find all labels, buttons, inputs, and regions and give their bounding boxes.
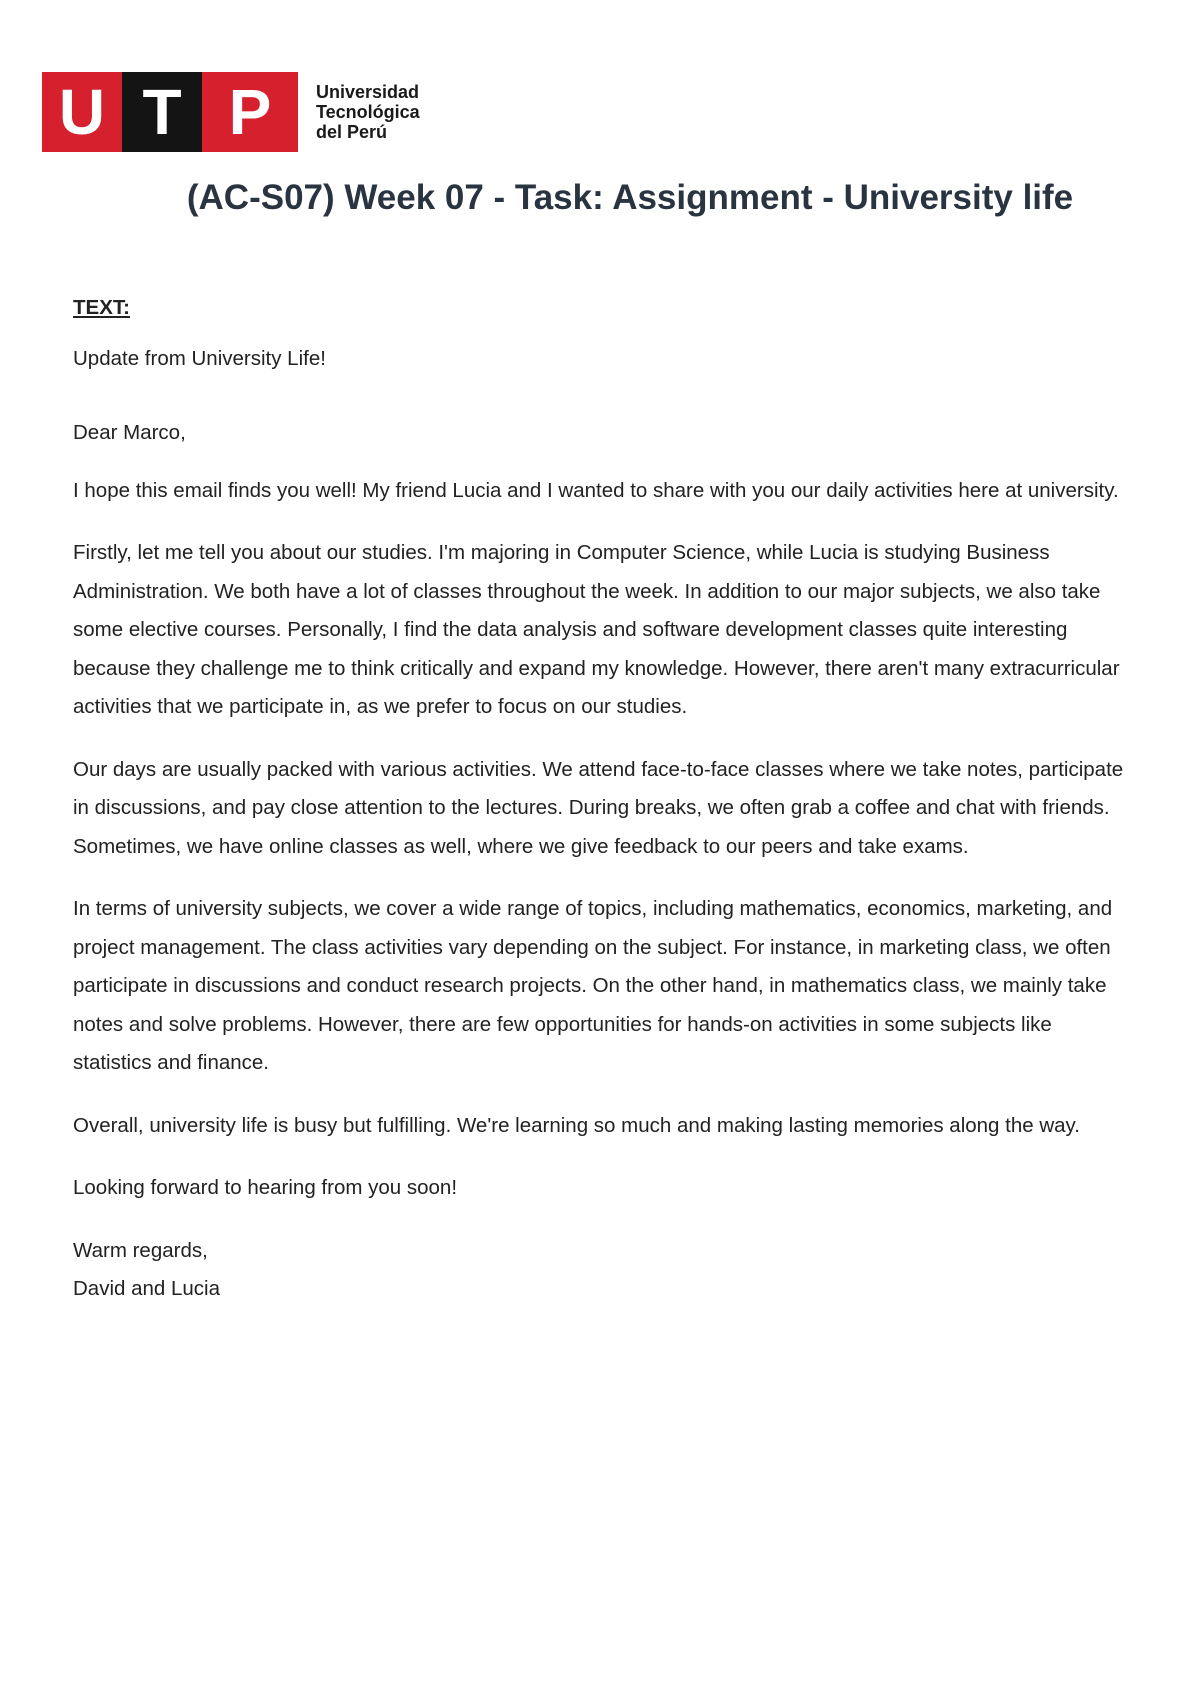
- email-paragraph: I hope this email finds you well! My friend Lucia and I wanted to share with you our daily activities here at university.: [73, 478, 1119, 502]
- email-paragraph: In terms of university subjects, we cover a wide range of topics, including mathematics, economics, marketing, and project management. The class activities vary depending on the subject. For instance, in marketing class, we often participate in discussions and conduct research projects. On the other hand, in mathematics class, we mainly take notes and solve problems. However, there are few opportunities for hands-on activities in some subjects like statistics and finance.: [73, 897, 1113, 1074]
- logo-letter-p: P: [202, 72, 298, 152]
- email-salutation: Dear Marco,: [73, 421, 186, 444]
- email-paragraph: Our days are usually packed with various activities. We attend face-to-face classes where we take notes, participate in discussions, and pay close attention to the lectures. During breaks, we often grab a coffee and chat with friends. Sometimes, we have online classes as well, where we give feedback to our peers and take exams.: [73, 757, 1124, 858]
- document-body: [73, 289, 1135, 1309]
- email-paragraph: Firstly, let me tell you about our studies. I'm majoring in Computer Science, while Lucia is studying Business Administration. We both have a lot of classes throughout the week. In addition to our major subjects, we also take some elective courses. Personally, I find the data analysis and software development classes quite interesting because they challenge me to think critically and expand my knowledge. However, there aren't many extracurricular activities that we participate in, as we prefer to focus on our studies.: [73, 541, 1120, 718]
- logo-name-line: del Perú: [316, 122, 388, 142]
- logo-name-line: Universidad: [316, 82, 420, 102]
- logo-letter-u: U: [42, 72, 122, 152]
- utp-logo: [42, 72, 420, 152]
- document-title: (AC-S07) Week 07 - Task: Assignment - University life: [186, 178, 1074, 217]
- logo-name-line: Tecnológica: [316, 102, 420, 122]
- email-subject: Update from University Life!: [73, 346, 326, 370]
- email-closing: Warm regards,: [73, 1238, 208, 1262]
- email-paragraph: Looking forward to hearing from you soon!: [73, 1176, 458, 1199]
- email-signature: David and Lucia: [73, 1277, 221, 1300]
- logo-university-name: [316, 82, 420, 142]
- logo-letter-t: T: [122, 72, 202, 152]
- email-paragraph: Overall, university life is busy but fulfilling. We're learning so much and making lasting memories along the way.: [73, 1113, 1080, 1137]
- section-label: TEXT:: [73, 296, 130, 319]
